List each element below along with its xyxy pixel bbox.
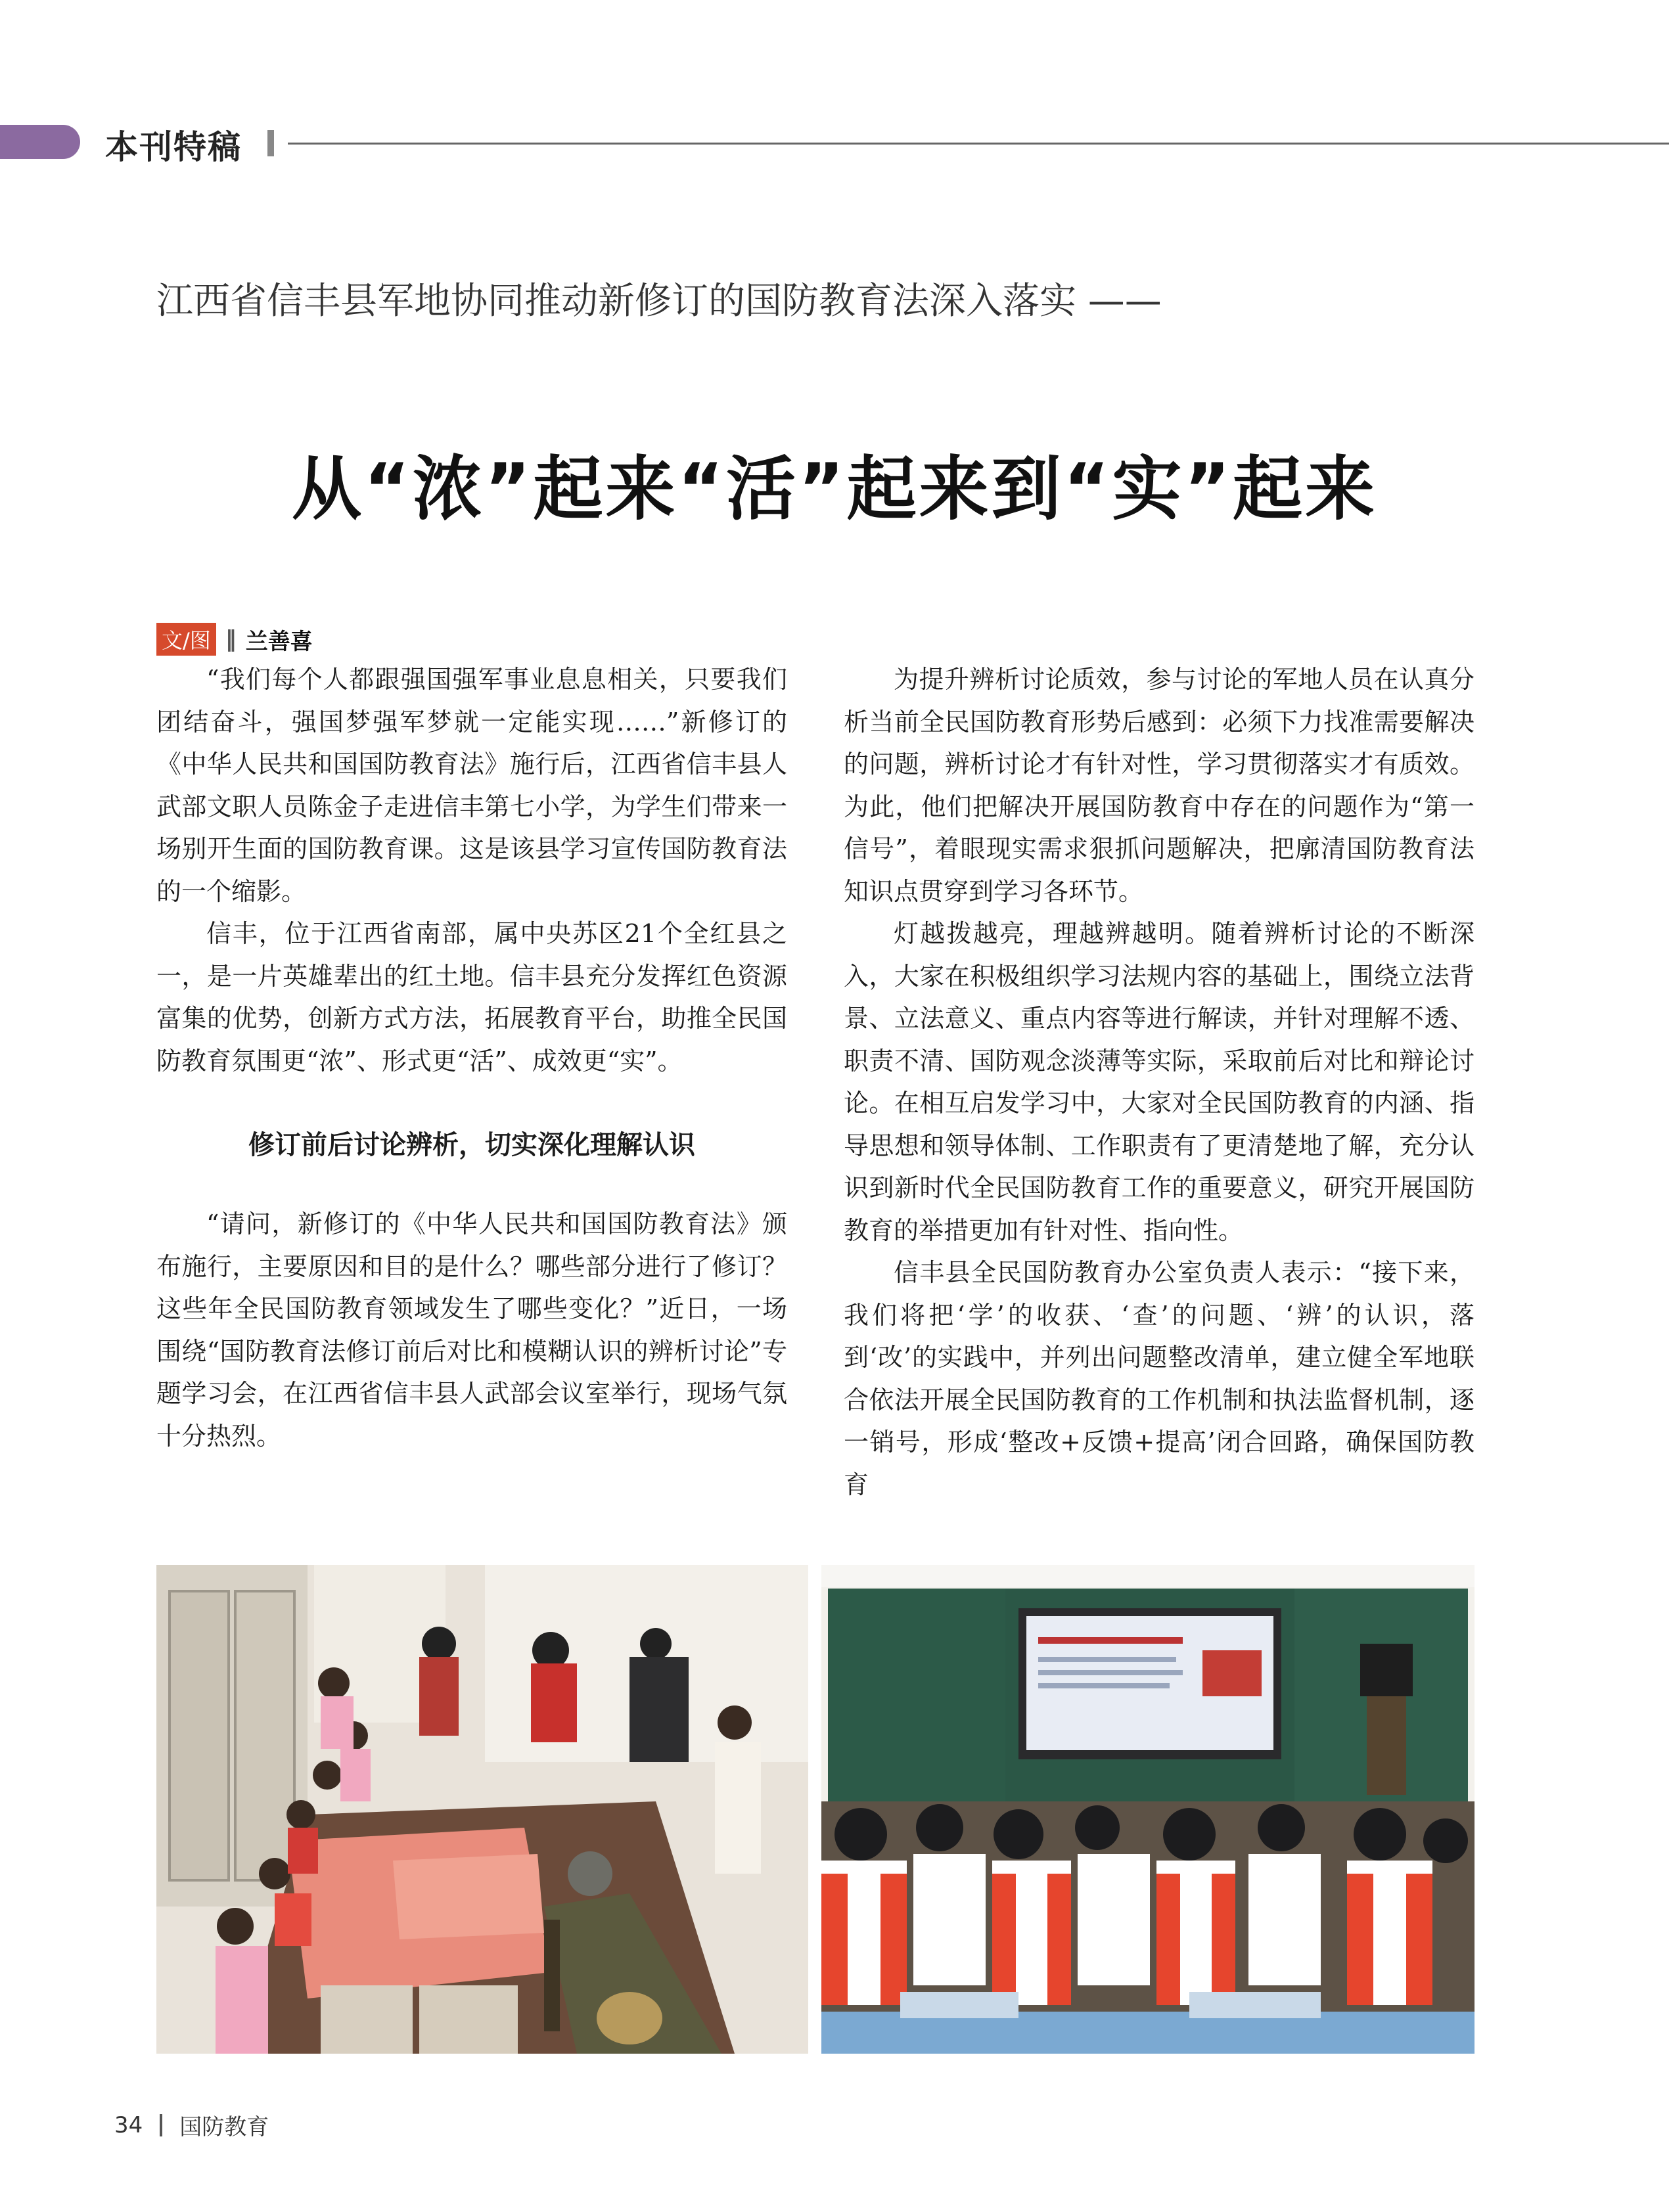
page-number: 34 <box>114 2111 143 2138</box>
byline <box>156 623 313 656</box>
paragraph: 信丰县全民国防教育办公室负责人表示：“接下来，我们将把‘学’的收获、‘查’的问题、‘辨’的认识，落到‘改’的实践中，并列出问题整改清单，建立健全军地联合依法开展全民国防教育的工作机制和执法监督机制，逐一销号，形成‘整改+反馈+提高’闭合回路，确保国防教育 <box>844 1258 1475 1499</box>
paragraph: 为提升辨析讨论质效，参与讨论的军地人员在认真分析当前全民国防教育形势后感到：必须下力找准需要解决的问题，辨析讨论才有针对性，学习贯彻落实才有质效。为此，他们把解决开展国防教育中存在的问题作为“第一信号”，着眼现实需求狠抓问题解决，把廓清国防教育法知识点贯穿到学习各环节。 <box>844 665 1475 906</box>
article-title: 从“浓”起来“活”起来到“实”起来 <box>292 449 1377 530</box>
photo-classroom <box>821 1565 1475 2054</box>
byline-tag: 文/图 <box>156 623 216 656</box>
paragraph: 信丰，位于江西省南部，属中央苏区21个全红县之一，是一片英雄辈出的红土地。信丰县充分发挥红色资源富集的优势，创新方式方法，拓展教育平台，助推全民国防教育氛围更“浓”、形式更“活”、成效更“实”。 <box>156 919 787 1075</box>
header-rule <box>288 143 1669 145</box>
page-footer <box>114 2109 269 2141</box>
section-label: 本刊特稿 <box>105 128 242 166</box>
left-column <box>156 658 787 1457</box>
footer-separator <box>160 2114 162 2136</box>
paragraph: 灯越拨越亮，理越辨越明。随着辨析讨论的不断深入，大家在积极组织学习法规内容的基础上，围绕立法背景、立法意义、重点内容等进行解读，并针对理解不透、职责不清、国防观念淡薄等实际，采取前后对比和辩论讨论。在相互启发学习中，大家对全民国防教育的内涵、指导思想和领导体制、工作职责有了更清楚地了解，充分认识到新时代全民国防教育工作的重要意义，研究开展国防教育的举措更加有针对性、指向性。 <box>844 919 1475 1245</box>
author-name: 兰善喜 <box>245 628 313 655</box>
byline-separator: ‖ <box>225 626 237 652</box>
magazine-name: 国防教育 <box>179 2114 269 2140</box>
photo-relics-exhibit <box>156 1565 808 2054</box>
section-tab-marker <box>0 125 80 159</box>
paragraph: “请问，新修订的《中华人民共和国国防教育法》颁布施行，主要原因和目的是什么？哪些部分进行了修订？这些年全民国防教育领域发生了哪些变化？”近日，一场围绕“国防教育法修订前后对比和模糊认识的辨析讨论”专题学习会，在江西省信丰县人武部会议室举行，现场气氛十分热烈。 <box>156 1209 787 1451</box>
paragraph: “我们每个人都跟强国强军事业息息相关，只要我们团结奋斗，强国梦强军梦就一定能实现……”新修订的《中华人民共和国国防教育法》施行后，江西省信丰县人武部文职人员陈金子走进信丰第七小学，为学生们带来一场别开生面的国防教育课。这是该县学习宣传国防教育法的一个缩影。 <box>156 665 787 906</box>
section-label-bar <box>267 130 274 156</box>
section-heading: 修订前后讨论辨析，切实深化理解认识 <box>248 1130 695 1160</box>
right-column <box>844 658 1475 1506</box>
article-kicker: 江西省信丰县军地协同推动新修订的国防教育法深入落实 —— <box>156 280 1162 323</box>
